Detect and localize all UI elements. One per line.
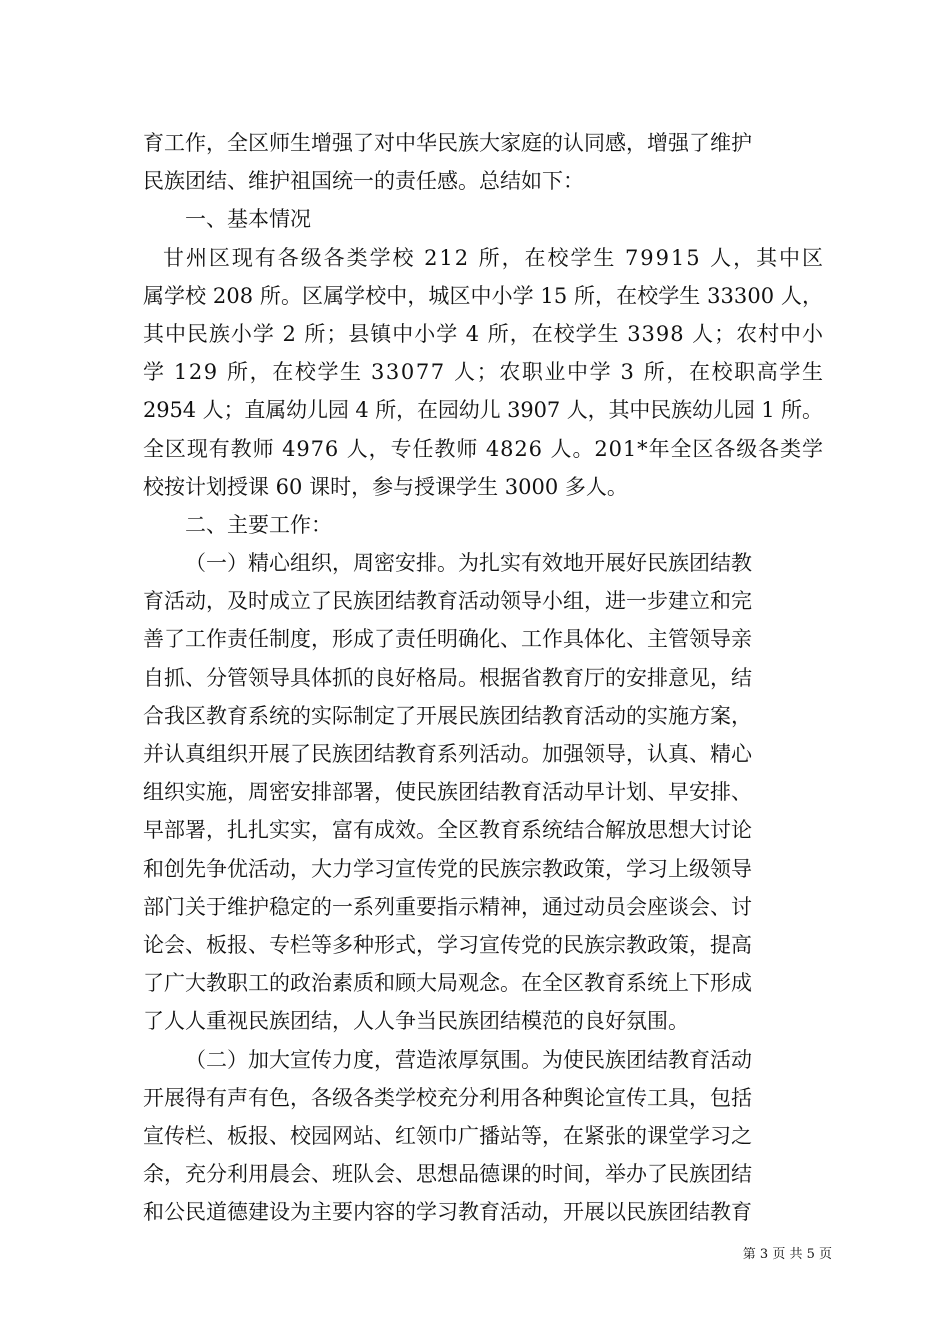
text-line: 自抓、分管领导具体抓的良好格局。根据省教育厅的安排意见，结 <box>143 665 752 690</box>
text-line: 了人人重视民族团结，人人争当民族团结模范的良好氛围。 <box>143 1009 689 1034</box>
text-line: 2954 人；直属幼儿园 4 所，在园幼儿 3907 人，其中民族幼儿园 1 所。 <box>143 398 823 423</box>
text-line: 开展得有声有色，各级各类学校充分利用各种舆论宣传工具，包括 <box>143 1085 752 1110</box>
text-line: 全区现有教师 4976 人，专任教师 4826 人。201*年全区各级各类学 <box>143 436 824 461</box>
text-line: 甘州区现有各级各类学校 212 所，在校学生 79915 人，其中区 <box>163 245 825 270</box>
text-line: 部门关于维护稳定的一系列重要指示精神，通过动员会座谈会、讨 <box>143 894 752 919</box>
text-line: 组织实施，周密安排部署，使民族团结教育活动早计划、早安排、 <box>143 780 752 805</box>
text-line: 并认真组织开展了民族团结教育系列活动。加强领导，认真、精心 <box>143 742 752 766</box>
text-line: 民族团结、维护祖国统一的责任感。总结如下： <box>143 169 584 194</box>
text-line: 二、主要工作： <box>185 512 332 537</box>
text-line: 早部署，扎扎实实，富有成效。全区教育系统结合解放思想大讨论 <box>143 818 752 843</box>
text-line: 善了工作责任制度，形成了责任明确化、工作具体化、主管领导亲 <box>143 627 752 652</box>
text-line: 余，充分利用晨会、班队会、思想品德课的时间，举办了民族团结 <box>143 1162 752 1187</box>
text-line: 和创先争优活动，大力学习宣传党的民族宗教政策，学习上级领导 <box>143 856 752 881</box>
document-body <box>143 124 823 1231</box>
text-line: 了广大教职工的政治素质和顾大局观念。在全区教育系统上下形成 <box>143 971 752 996</box>
text-line: 校按计划授课 60 课时，参与授课学生 3000 多人。 <box>143 474 628 499</box>
text-line: 育工作，全区师生增强了对中华民族大家庭的认同感，增强了维护 <box>143 131 752 155</box>
text-line: 其中民族小学 2 所；县镇中小学 4 所，在校学生 3398 人；农村中小 <box>143 321 824 346</box>
text-line: 论会、板报、专栏等多种形式，学习宣传党的民族宗教政策，提高 <box>143 932 752 957</box>
text-line: 一、基本情况 <box>185 207 311 232</box>
text-line: 育活动，及时成立了民族团结教育活动领导小组，进一步建立和完 <box>143 589 752 614</box>
text-line: 宣传栏、板报、校园网站、红领巾广播站等，在紧张的课堂学习之 <box>143 1123 752 1148</box>
text-line: 属学校 208 所。区属学校中，城区中小学 15 所，在校学生 33300 人， <box>143 283 824 308</box>
text-line: （一）精心组织，周密安排。为扎实有效地开展好民族团结教 <box>185 551 752 576</box>
text-line: （二）加大宣传力度，营造浓厚氛围。为使民族团结教育活动 <box>185 1047 752 1072</box>
page-number-footer: 第 3 页 共 5 页 <box>742 1247 832 1262</box>
text-line: 学 129 所，在校学生 33077 人；农职业中学 3 所，在校职高学生 <box>143 360 825 385</box>
text-line: 合我区教育系统的实际制定了开展民族团结教育活动的实施方案， <box>143 703 752 728</box>
text-line: 和公民道德建设为主要内容的学习教育活动，开展以民族团结教育 <box>143 1200 752 1225</box>
